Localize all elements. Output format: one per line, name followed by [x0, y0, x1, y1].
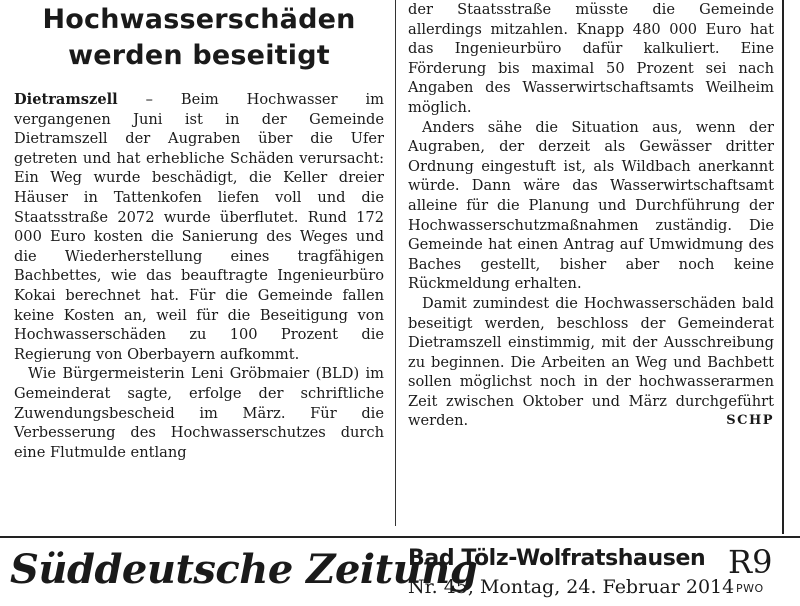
column-divider: [395, 0, 396, 526]
page-edge-rule: [782, 0, 784, 534]
headline-line-1: Hochwasserschäden: [42, 4, 356, 35]
paragraph-4-text: Damit zumindest die Hochwasserschäden bald beseitigt werden, beschloss der Gemeinderat Dietramszell einstimmig, mit der Ausschreibung zu beginnen. Die Arbeiten an Weg und Bachbett sollen möglichst noch in der hochwasserarmen Zeit zwischen Oktober und März durchgeführt werden.: [408, 294, 774, 430]
article-column-left: [14, 0, 384, 462]
paragraph-2-continued: der Staatsstraße müsste die Gemeinde allerdings mitzahlen. Knapp 480 000 Euro hat das Ingenieurbüro dafür kalkuliert. Eine Förderung bis maximal 50 Prozent sei nach Angaben des Wasserwirtschaftsamts Weilheim möglich.: [408, 1, 774, 116]
paragraph-3: Anders sähe die Situation aus, wenn der Augraben, der derzeit als Gewässer dritter Ordnung eingestuft ist, als Wildbach anerkannt würde. Dann wäre das Wasserwirtschaftsamt alleine für die Planung und Durchführung der Hochwasserschutzmaßnahmen zuständig. Die Gemeinde hat einen Antrag auf Umwidmung des Baches gestellt, bisher aber noch keine Rückmeldung erhalten.: [408, 118, 774, 293]
edition-code: PWO: [736, 582, 764, 595]
paragraph-4: [408, 294, 774, 431]
headline-line-2: werden beseitigt: [68, 40, 330, 71]
paragraph-2: Wie Bürgermeisterin Leni Gröbmaier (BLD) im Gemeinderat sagte, erfolge der schriftliche Zuwendungsbescheid im März. Für die Verbesserung des Hochwasserschutzes durch eine Flutmulde entlang: [14, 365, 384, 461]
article-headline: [14, 2, 384, 74]
author-initials: SCHP: [726, 413, 774, 429]
lead-paragraph: [14, 90, 384, 364]
issue-date: Nr. 45, Montag, 24. Februar 2014: [408, 576, 735, 598]
dateline: Dietramszell: [14, 91, 118, 108]
newspaper-masthead: Süddeutsche Zeitung: [10, 546, 478, 593]
regional-edition-name: Bad Tölz-Wolfratshausen: [408, 546, 706, 571]
lead-text: – Beim Hochwasser im vergangenen Juni ist in der Gemeinde Dietramszell der Augraben über die Ufer getreten und hat erhebliche Schäden verursacht: Ein Weg wurde beschädigt, die Keller dreier Häuser in Tattenkofen liefen voll und die Staatsstraße 2072 wurde überflutet. Rund 172 000 Euro kosten die Sanierung des Weges und die Wiederherstellung eines tragfähigen Bachbettes, wie das beauftragte Ingenieurbüro Kokai berechnet hat. Für die Gemeinde fallen keine Kosten an, weil für die Beseitigung von Hochwasserschäden zu 100 Prozent die Regierung von Oberbayern aufkommt.: [14, 91, 384, 363]
article-column-right: [408, 0, 774, 431]
page-number: R9: [728, 543, 773, 581]
